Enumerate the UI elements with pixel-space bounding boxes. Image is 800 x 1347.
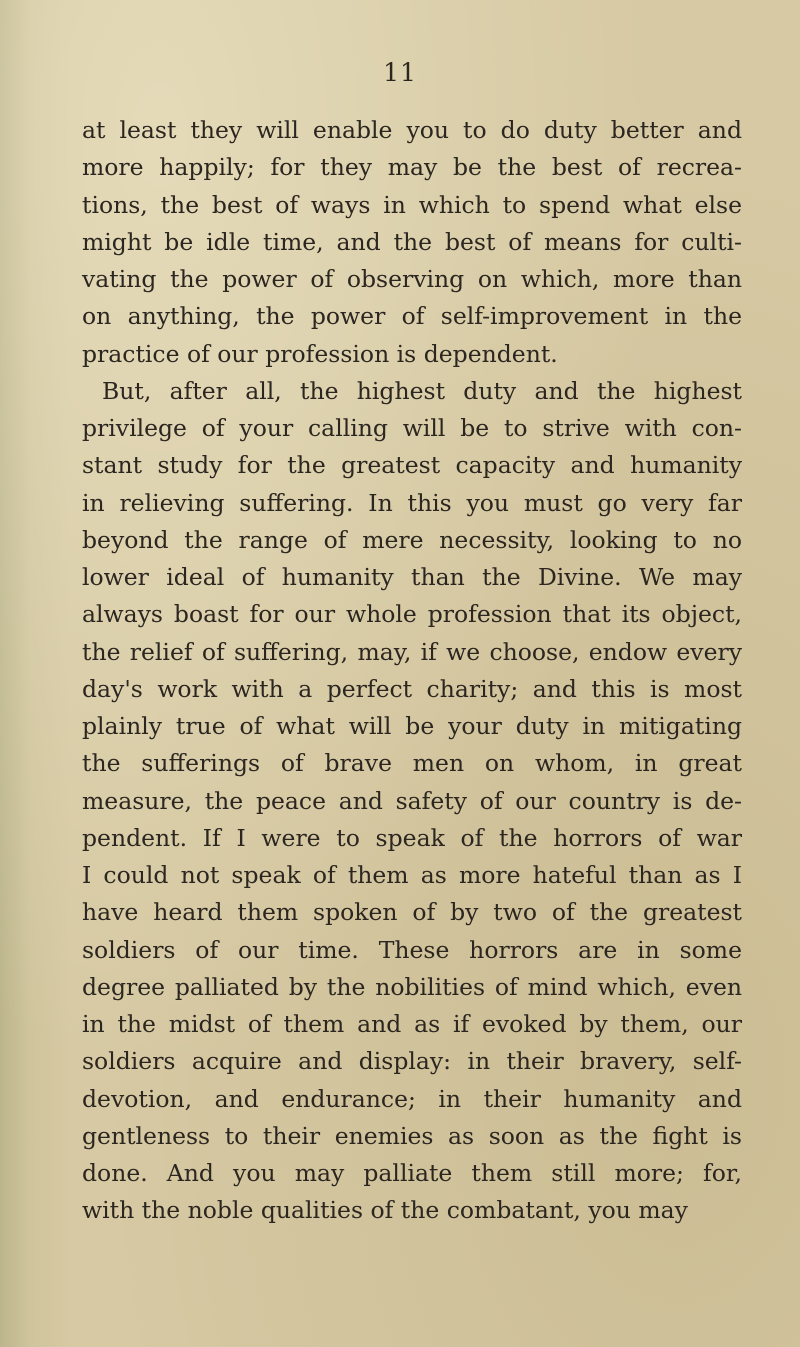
text-line: have heard them spoken of by two of the greatest — [82, 898, 742, 927]
text-line: beyond the range of mere necessity, looking to no — [82, 525, 742, 554]
text-line: devotion, and endurance; in their humanity and — [82, 1084, 742, 1113]
text-line: in relieving suffering. In this you must go very far — [82, 488, 742, 517]
paragraph-start-line: But, after all, the highest duty and the highest — [102, 376, 742, 405]
text-line: degree palliated by the nobilities of mind which, even — [82, 972, 742, 1001]
text-line: on anything, the power of self-improvement in the — [82, 302, 742, 331]
page-number: 11 — [383, 58, 417, 87]
text-line: day's work with a perfect charity; and this is most — [82, 674, 742, 703]
text-line: gentleness to their enemies as soon as the fight is — [82, 1121, 742, 1150]
text-line: soldiers of our time. These horrors are in some — [82, 935, 742, 964]
text-line: I could not speak of them as more hateful than as I — [82, 861, 742, 889]
text-line: more happily; for they may be the best of recrea- — [82, 153, 742, 182]
text-line: always boast for our whole profession that its object, — [82, 600, 742, 629]
text-line: lower ideal of humanity than the Divine. We may — [82, 563, 742, 591]
text-line: in the midst of them and as if evoked by them, our — [82, 1010, 742, 1038]
text-line: plainly true of what will be your duty in mitigating — [82, 712, 742, 740]
text-line: stant study for the greatest capacity and humanity — [82, 451, 742, 480]
text-line: pendent. If I were to speak of the horrors of war — [82, 823, 742, 852]
body-text — [82, 112, 742, 1230]
text-line: tions, the best of ways in which to spend what else — [82, 190, 742, 219]
text-line: measure, the peace and safety of our country is de- — [82, 786, 742, 815]
text-line: soldiers acquire and display: in their bravery, self- — [82, 1047, 742, 1076]
text-line: vating the power of observing on which, more than — [82, 265, 742, 293]
text-line: might be idle time, and the best of means for culti- — [82, 227, 742, 256]
text-line: practice of our profession is dependent. — [82, 339, 558, 368]
text-line: at least they will enable you to do duty better and — [82, 116, 742, 144]
text-line: privilege of your calling will be to strive with con- — [82, 414, 742, 442]
text-line: the relief of suffering, may, if we choose, endow every — [82, 637, 742, 666]
text-line: done. And you may palliate them still more; for, — [82, 1159, 742, 1187]
text-line: with the noble qualities of the combatant, you may — [82, 1196, 688, 1225]
text-line: the sufferings of brave men on whom, in great — [82, 749, 742, 778]
